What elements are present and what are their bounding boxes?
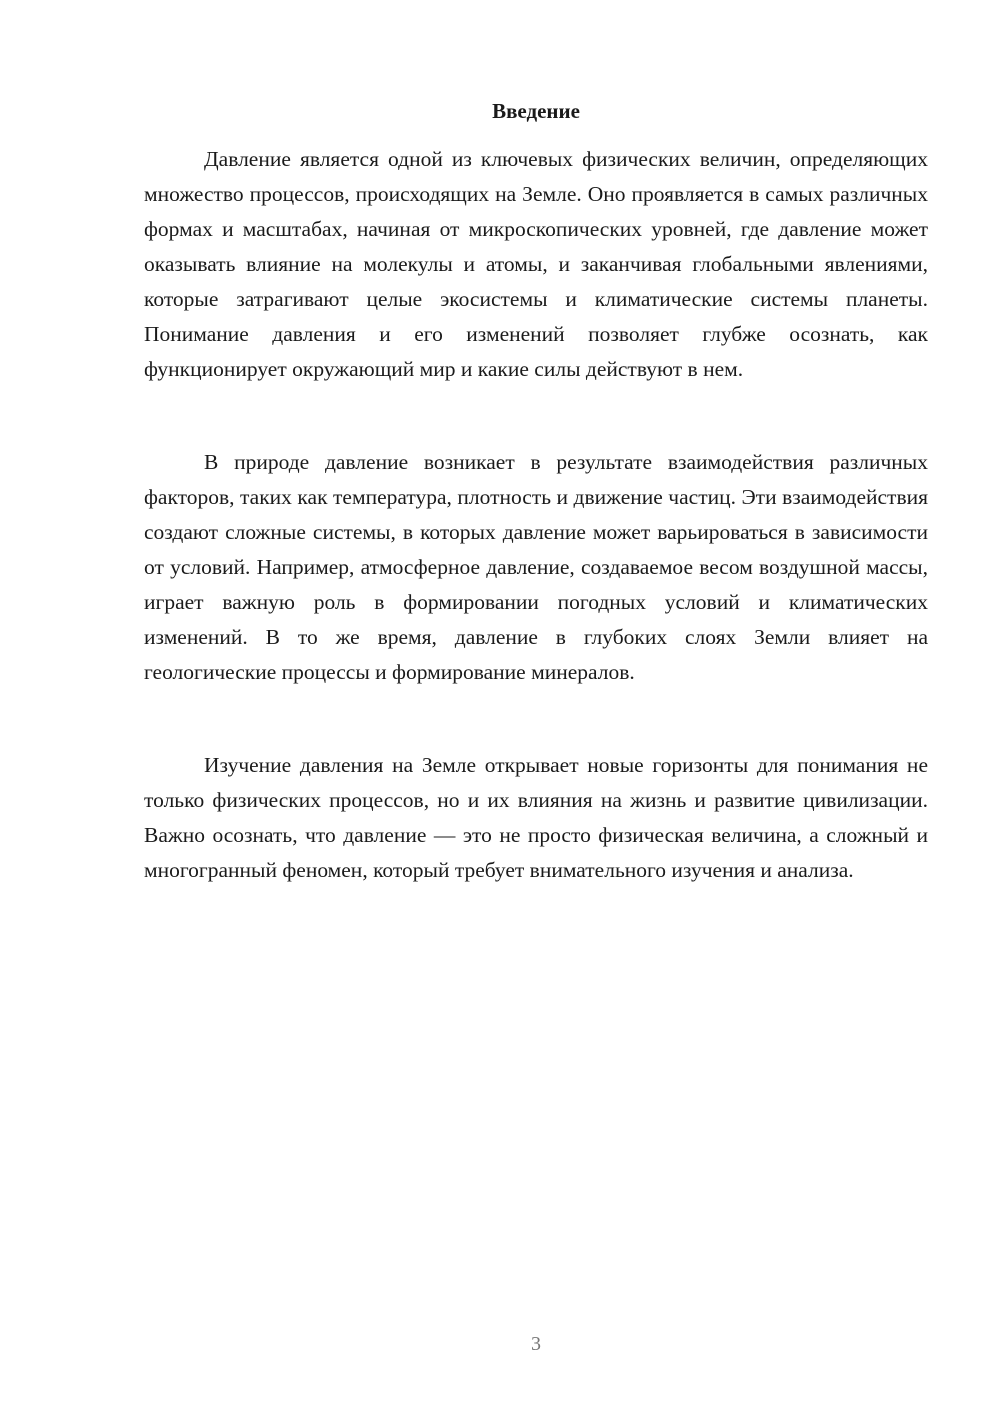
page-title: Введение — [492, 99, 580, 123]
paragraph-1: Давление является одной из ключевых физических величин, определяющих множество процессов, происходящих на Земле. Оно проявляется в самых различных формах и масштабах, начиная от микроскопических уровней, где давление может оказывать влияние на молекулы и атомы, и заканчивая глобальными явлениями, которые затрагивают целые экосистемы и климатические системы планеты. Понимание давления и его изменений позволяет глубже осознать, как функционирует окружающий мир и какие силы действуют в нем. — [144, 147, 928, 381]
paragraph-2: В природе давление возникает в результате взаимодействия различных факторов, таких как температура, плотность и движение частиц. Эти взаимодействия создают сложные системы, в которых давление может варьироваться в зависимости от условий. Например, атмосферное давление, создаваемое весом воздушной массы, играет важную роль в формировании погодных условий и климатических изменений. В то же время, давление в глубоких слоях Земли влияет на геологические процессы и формирование минералов. — [144, 450, 928, 684]
paragraph-3: Изучение давления на Земле открывает новые горизонты для понимания не только физических процессов, но и их влияния на жизнь и развитие цивилизации. Важно осознать, что давление — это не просто физическая величина, а сложный и многогранный феномен, который требует внимательного изучения и анализа. — [144, 753, 928, 882]
page-number: 3 — [531, 1333, 541, 1355]
